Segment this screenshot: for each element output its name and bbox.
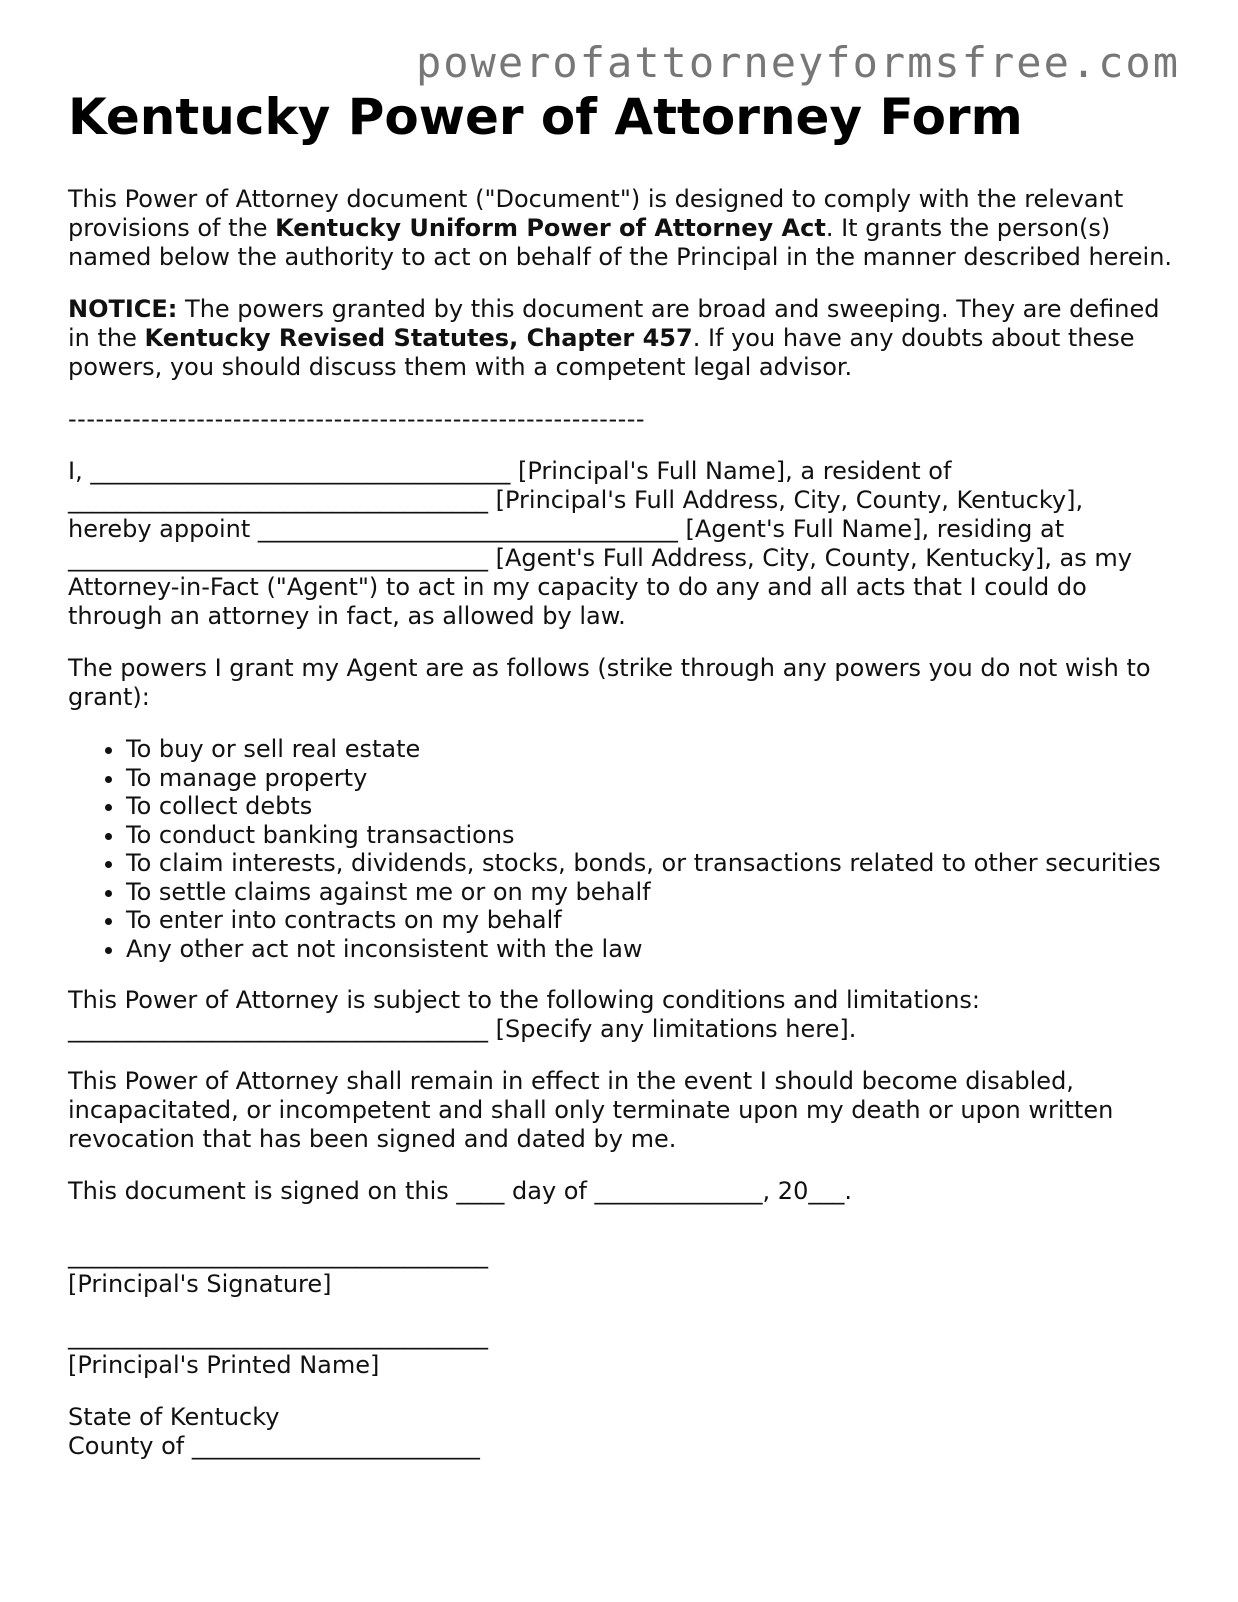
power-item: • To claim interests, dividends, stocks, bonds, or transactions related to other securities — [126, 849, 1178, 878]
county-line: County of ________________________ — [68, 1432, 480, 1460]
principal-printed-name-line: ___________________________________ — [68, 1322, 488, 1350]
appointment-line-5: Attorney-in-Fact ("Agent") to act in my capacity to do any and all acts that I could do — [68, 573, 1087, 601]
appointment-line-6: through an attorney in fact, as allowed by law. — [68, 602, 626, 630]
power-item: • To enter into contracts on my behalf — [126, 906, 1178, 935]
principal-printed-name-label: [Principal's Printed Name] — [68, 1351, 380, 1379]
conditions-paragraph — [68, 986, 1178, 1044]
power-item: • To settle claims against me or on my behalf — [126, 878, 1178, 907]
powers-intro: The powers I grant my Agent are as follows (strike through any powers you do not wish to grant): — [68, 654, 1151, 711]
notice-label: NOTICE: — [68, 295, 178, 323]
appointment-line-2: ___________________________________ [Principal's Full Address, City, County, Kentucky], — [68, 486, 1084, 514]
appointment-line-4: ___________________________________ [Agent's Full Address, City, County, Kentucky], as my — [68, 544, 1132, 572]
effect-paragraph: This Power of Attorney shall remain in effect in the event I should become disabled, incapacitated, or incompetent and shall only terminate upon my death or upon written revocation that has been signed and dated by me. — [68, 1067, 1114, 1153]
signed-date-line: This document is signed on this ____ day of ______________, 20___. — [68, 1177, 852, 1205]
principal-signature-line: ___________________________________ — [68, 1241, 488, 1269]
appointment-line-1: I, ___________________________________ [Principal's Full Name], a resident of — [68, 457, 952, 485]
state-line: State of Kentucky — [68, 1403, 280, 1431]
appointment-line-3: hereby appoint ___________________________________ [Agent's Full Name], residing at — [68, 515, 1065, 543]
watermark-url: powerofattorneyformsfree.com — [415, 38, 1180, 87]
powers-list — [68, 735, 1178, 963]
power-item: • Any other act not inconsistent with the law — [126, 935, 1178, 964]
conditions-line-1: This Power of Attorney is subject to the following conditions and limitations: — [68, 986, 980, 1014]
power-item: • To buy or sell real estate — [126, 735, 1178, 764]
power-item: • To manage property — [126, 764, 1178, 793]
intro-text-2: . It grants the person(s) named below the authority to act on behalf of the Principal in the manner described herein. — [68, 214, 1173, 271]
principal-signature-label: [Principal's Signature] — [68, 1270, 332, 1298]
notice-text-1: The powers granted by this document are broad and sweeping. They are defined in the — [68, 295, 1160, 352]
appointment-paragraph — [68, 457, 1178, 631]
power-item: • To collect debts — [126, 792, 1178, 821]
notary-block — [68, 1403, 1178, 1461]
separator-line: --------------------------------------------------------------- — [68, 405, 646, 433]
conditions-line-2: ___________________________________ [Specify any limitations here]. — [68, 1015, 857, 1043]
page-title: Kentucky Power of Attorney Form — [68, 88, 1023, 146]
notice-statute: Kentucky Revised Statutes, Chapter 457 — [144, 324, 693, 352]
intro-act-name: Kentucky Uniform Power of Attorney Act — [275, 214, 826, 242]
document-page — [68, 82, 1178, 1461]
notice-paragraph — [68, 295, 1178, 382]
intro-paragraph — [68, 185, 1178, 272]
power-item: • To conduct banking transactions — [126, 821, 1178, 850]
notice-text-2: . If you have any doubts about these powers, you should discuss them with a competent legal advisor. — [68, 324, 1135, 381]
intro-text-1: This Power of Attorney document ("Document") is designed to comply with the relevant provisions of the — [68, 185, 1124, 242]
